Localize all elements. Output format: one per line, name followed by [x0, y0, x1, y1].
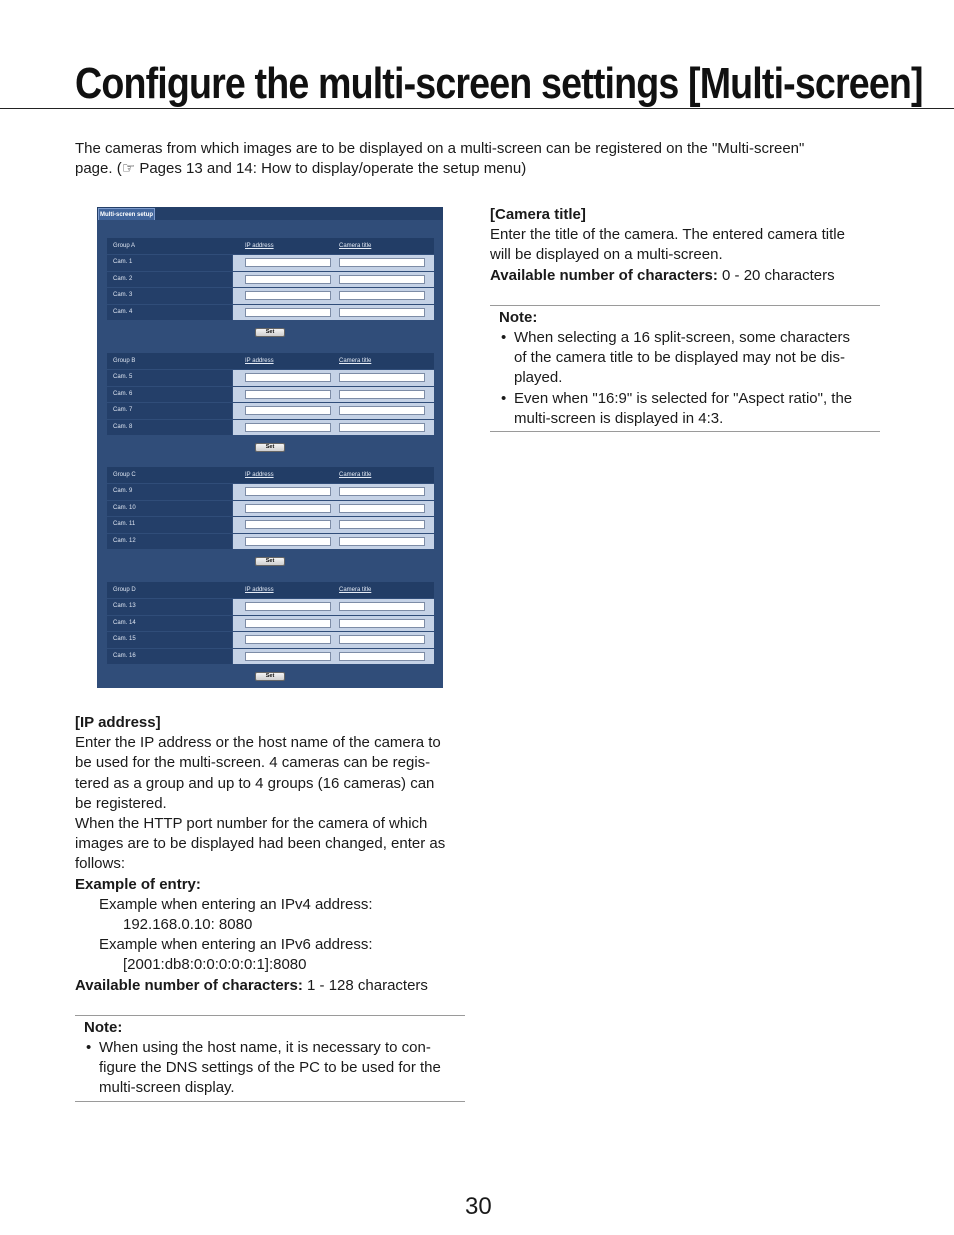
body-line: images are to be displayed had been changed, enter as [75, 835, 446, 853]
camera-title-input[interactable] [339, 619, 425, 628]
camera-row [107, 483, 434, 500]
camera-row [107, 271, 434, 288]
camera-title-section [490, 205, 880, 432]
camera-title-input[interactable] [339, 537, 425, 546]
camera-group-a [107, 238, 434, 320]
section-heading: [Camera title] [490, 206, 586, 223]
ip-address-input[interactable] [245, 602, 331, 611]
intro-paragraph [75, 139, 875, 179]
page-number: 30 [465, 1193, 492, 1220]
set-button[interactable]: Set [255, 672, 285, 681]
multi-screen-setup-screenshot [97, 207, 443, 688]
ipv6-value: [2001:db8:0:0:0:0:0:1]:8080 [123, 956, 307, 974]
camera-row [107, 386, 434, 403]
camera-row [107, 402, 434, 419]
camera-row [107, 516, 434, 533]
camera-title-input[interactable] [339, 291, 425, 300]
body-line: follows: [75, 855, 126, 873]
note-heading: Note: [84, 1018, 123, 1036]
camera-label: Cam. 1 [107, 255, 232, 271]
ip-address-header-link[interactable]: IP address [245, 358, 274, 364]
camera-group-b [107, 353, 434, 435]
chars-label: Available number of characters: [75, 976, 303, 994]
note-item: • Even when "16:9" is selected for "Aspect ratio", the multi-screen is displayed in 4:3. [490, 389, 880, 429]
camera-title-input[interactable] [339, 258, 425, 267]
ipv4-value: 192.168.0.10: 8080 [123, 916, 253, 934]
ip-address-input[interactable] [245, 487, 331, 496]
camera-group-d [107, 582, 434, 664]
note-item: • When selecting a 16 split-screen, some characters of the camera title to be displayed may not be dis- played. [490, 328, 880, 389]
ip-address-input[interactable] [245, 520, 331, 529]
set-button[interactable]: Set [255, 443, 285, 452]
intro-line: The cameras from which images are to be displayed on a multi-screen can be registered on the "Multi-screen" [75, 140, 805, 157]
note-item: • When using the host name, it is necessary to con- figure the DNS settings of the PC to be used for the multi-screen display. [75, 1038, 465, 1099]
camera-title-input[interactable] [339, 520, 425, 529]
camera-label: Cam. 10 [107, 501, 232, 517]
camera-label: Cam. 11 [107, 517, 232, 533]
camera-row [107, 304, 434, 321]
ip-address-input[interactable] [245, 275, 331, 284]
note-list [490, 328, 880, 429]
ipv6-label: Example when entering an IPv6 address: [99, 936, 373, 954]
camera-title-input[interactable] [339, 504, 425, 513]
chars-info [75, 976, 465, 996]
camera-title-input[interactable] [339, 308, 425, 317]
set-button[interactable]: Set [255, 328, 285, 337]
camera-label: Cam. 6 [107, 387, 232, 403]
group-name: Group D [113, 587, 136, 593]
ip-address-section [75, 713, 465, 1102]
camera-label: Cam. 13 [107, 599, 232, 615]
example-heading: Example of entry: [75, 875, 201, 893]
camera-title-input[interactable] [339, 373, 425, 382]
ip-address-input[interactable] [245, 390, 331, 399]
camera-row [107, 533, 434, 550]
body-line: be registered. [75, 794, 167, 812]
intro-line: page. (☞ Pages 13 and 14: How to display/operate the setup menu) [75, 160, 527, 177]
camera-label: Cam. 5 [107, 370, 232, 386]
camera-title-header-link[interactable]: Camera title [339, 587, 372, 593]
camera-title-input[interactable] [339, 487, 425, 496]
group-header [107, 238, 434, 254]
camera-label: Cam. 14 [107, 616, 232, 632]
note-heading: Note: [499, 308, 538, 326]
setup-tab-bar [97, 207, 443, 220]
camera-label: Cam. 4 [107, 305, 232, 321]
group-name: Group C [113, 472, 136, 478]
title-divider [0, 108, 954, 109]
camera-title-header-link[interactable]: Camera title [339, 243, 372, 249]
ip-address-input[interactable] [245, 635, 331, 644]
ip-address-input[interactable] [245, 423, 331, 432]
body-line: tered as a group and up to 4 groups (16 cameras) can [75, 774, 435, 792]
ip-address-header-link[interactable]: IP address [245, 587, 274, 593]
ip-address-input[interactable] [245, 373, 331, 382]
camera-label: Cam. 8 [107, 420, 232, 436]
camera-label: Cam. 3 [107, 288, 232, 304]
ip-address-input[interactable] [245, 258, 331, 267]
camera-label: Cam. 7 [107, 403, 232, 419]
camera-label: Cam. 16 [107, 649, 232, 665]
ip-address-input[interactable] [245, 619, 331, 628]
camera-label: Cam. 12 [107, 534, 232, 550]
group-name: Group B [113, 358, 136, 364]
camera-row [107, 369, 434, 386]
camera-row [107, 631, 434, 648]
body-line: When the HTTP port number for the camera of which [75, 815, 428, 833]
body-line: Enter the IP address or the host name of the camera to [75, 734, 441, 752]
chars-value: 1 - 128 characters [302, 976, 428, 994]
camera-title-input[interactable] [339, 390, 425, 399]
ip-address-input[interactable] [245, 291, 331, 300]
camera-label: Cam. 15 [107, 632, 232, 648]
ip-address-input[interactable] [245, 308, 331, 317]
camera-row [107, 287, 434, 304]
camera-group-c [107, 467, 434, 549]
page-title: Configure the multi-screen settings [Multi-screen] [75, 59, 923, 108]
camera-row [107, 648, 434, 665]
ip-address-input[interactable] [245, 652, 331, 661]
group-name: Group A [113, 243, 136, 249]
camera-row [107, 254, 434, 271]
camera-title-header-link[interactable]: Camera title [339, 472, 372, 478]
note-box [490, 305, 880, 432]
set-button[interactable]: Set [255, 557, 285, 566]
group-header [107, 582, 434, 598]
body-line: Enter the title of the camera. The entered camera title [490, 226, 845, 244]
camera-label: Cam. 9 [107, 484, 232, 500]
camera-row [107, 419, 434, 436]
note-box [75, 1015, 465, 1102]
camera-label: Cam. 2 [107, 272, 232, 288]
body-line: will be displayed on a multi-screen. [490, 246, 723, 264]
body-line: be used for the multi-screen. 4 cameras can be regis- [75, 754, 431, 772]
ip-address-input[interactable] [245, 537, 331, 546]
ip-address-header-link[interactable]: IP address [245, 472, 274, 478]
camera-title-input[interactable] [339, 423, 425, 432]
camera-title-input[interactable] [339, 406, 425, 415]
group-header [107, 353, 434, 369]
chars-label: Available number of characters: [490, 266, 718, 284]
camera-row [107, 615, 434, 632]
camera-title-input[interactable] [339, 635, 425, 644]
group-header [107, 467, 434, 483]
camera-title-input[interactable] [339, 652, 425, 661]
tab-multi-screen-setup[interactable]: Multi-screen setup [98, 208, 155, 220]
note-list [75, 1038, 465, 1099]
camera-title-input[interactable] [339, 602, 425, 611]
ip-address-input[interactable] [245, 406, 331, 415]
camera-row [107, 500, 434, 517]
section-heading: [IP address] [75, 714, 161, 731]
camera-title-input[interactable] [339, 275, 425, 284]
chars-info [490, 266, 880, 286]
ip-address-input[interactable] [245, 504, 331, 513]
camera-title-header-link[interactable]: Camera title [339, 358, 372, 364]
ip-address-header-link[interactable]: IP address [245, 243, 274, 249]
ipv4-label: Example when entering an IPv4 address: [99, 895, 373, 913]
chars-value: 0 - 20 characters [717, 266, 835, 284]
camera-row [107, 598, 434, 615]
